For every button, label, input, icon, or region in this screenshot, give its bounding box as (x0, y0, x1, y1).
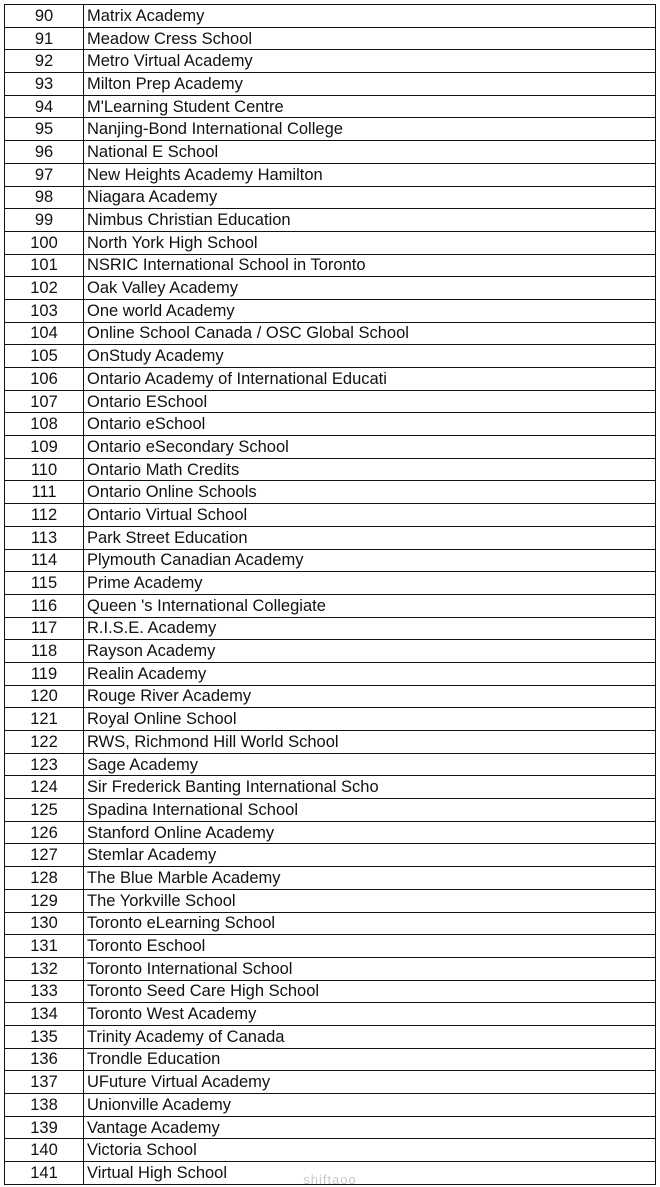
row-number: 123 (5, 753, 84, 776)
row-number: 121 (5, 708, 84, 731)
school-name: Oak Valley Academy (84, 277, 656, 300)
school-name: Ontario Online Schools (84, 481, 656, 504)
row-number: 108 (5, 413, 84, 436)
row-number: 141 (5, 1162, 84, 1185)
row-number: 91 (5, 27, 84, 50)
school-name: Unionville Academy (84, 1094, 656, 1117)
row-number: 96 (5, 141, 84, 164)
row-number: 134 (5, 1003, 84, 1026)
table-row (5, 299, 656, 322)
table-row (5, 799, 656, 822)
school-name: Niagara Academy (84, 186, 656, 209)
school-name: Realin Academy (84, 662, 656, 685)
table-row (5, 1071, 656, 1094)
row-number: 132 (5, 957, 84, 980)
table-row (5, 867, 656, 890)
school-name: Nimbus Christian Education (84, 209, 656, 232)
table-row (5, 504, 656, 527)
table-row (5, 640, 656, 663)
table-row (5, 186, 656, 209)
table-row (5, 231, 656, 254)
row-number: 111 (5, 481, 84, 504)
school-name: NSRIC International School in Toronto (84, 254, 656, 277)
row-number: 131 (5, 935, 84, 958)
table-row (5, 163, 656, 186)
school-name: Ontario Math Credits (84, 458, 656, 481)
school-name: Ontario eSchool (84, 413, 656, 436)
row-number: 130 (5, 912, 84, 935)
school-name: Meadow Cress School (84, 27, 656, 50)
school-name: Sage Academy (84, 753, 656, 776)
row-number: 100 (5, 231, 84, 254)
row-number: 112 (5, 504, 84, 527)
row-number: 137 (5, 1071, 84, 1094)
table-row (5, 436, 656, 459)
school-name: Rouge River Academy (84, 685, 656, 708)
row-number: 107 (5, 390, 84, 413)
table-row (5, 957, 656, 980)
table-row (5, 345, 656, 368)
row-number: 93 (5, 73, 84, 96)
row-number: 115 (5, 572, 84, 595)
school-name: Toronto International School (84, 957, 656, 980)
row-number: 105 (5, 345, 84, 368)
school-name: New Heights Academy Hamilton (84, 163, 656, 186)
school-name: Stemlar Academy (84, 844, 656, 867)
table-row (5, 821, 656, 844)
row-number: 139 (5, 1116, 84, 1139)
school-name: Toronto Eschool (84, 935, 656, 958)
school-name: Ontario ESchool (84, 390, 656, 413)
row-number: 92 (5, 50, 84, 73)
table-row (5, 5, 656, 28)
row-number: 120 (5, 685, 84, 708)
row-number: 125 (5, 799, 84, 822)
school-name: Metro Virtual Academy (84, 50, 656, 73)
school-name: Plymouth Canadian Academy (84, 549, 656, 572)
table-row (5, 935, 656, 958)
row-number: 109 (5, 436, 84, 459)
school-name: Toronto West Academy (84, 1003, 656, 1026)
row-number: 110 (5, 458, 84, 481)
row-number: 94 (5, 95, 84, 118)
school-name: Park Street Education (84, 526, 656, 549)
school-name: Rayson Academy (84, 640, 656, 663)
table-row (5, 209, 656, 232)
row-number: 140 (5, 1139, 84, 1162)
table-row (5, 912, 656, 935)
table-row (5, 390, 656, 413)
school-name: Toronto eLearning School (84, 912, 656, 935)
school-name: Vantage Academy (84, 1116, 656, 1139)
row-number: 119 (5, 662, 84, 685)
school-name: One world Academy (84, 299, 656, 322)
school-name: The Blue Marble Academy (84, 867, 656, 890)
row-number: 104 (5, 322, 84, 345)
school-name: Virtual High School (84, 1162, 656, 1185)
school-name: Sir Frederick Banting International Scho (84, 776, 656, 799)
table-row (5, 1003, 656, 1026)
school-name: The Yorkville School (84, 889, 656, 912)
row-number: 135 (5, 1025, 84, 1048)
table-row (5, 322, 656, 345)
table-row (5, 118, 656, 141)
table-row (5, 594, 656, 617)
table-row (5, 776, 656, 799)
school-name: UFuture Virtual Academy (84, 1071, 656, 1094)
row-number: 116 (5, 594, 84, 617)
school-name: Matrix Academy (84, 5, 656, 28)
table-row (5, 1025, 656, 1048)
row-number: 98 (5, 186, 84, 209)
row-number: 126 (5, 821, 84, 844)
school-name: Prime Academy (84, 572, 656, 595)
row-number: 103 (5, 299, 84, 322)
table-row (5, 1116, 656, 1139)
school-name: Trondle Education (84, 1048, 656, 1071)
table-row (5, 458, 656, 481)
school-name: Queen 's International Collegiate (84, 594, 656, 617)
table-row (5, 662, 656, 685)
row-number: 117 (5, 617, 84, 640)
table-row (5, 95, 656, 118)
row-number: 113 (5, 526, 84, 549)
table-row (5, 277, 656, 300)
row-number: 127 (5, 844, 84, 867)
school-name: Ontario Virtual School (84, 504, 656, 527)
row-number: 133 (5, 980, 84, 1003)
table-row (5, 685, 656, 708)
table-row (5, 27, 656, 50)
table-row (5, 1094, 656, 1117)
row-number: 128 (5, 867, 84, 890)
row-number: 95 (5, 118, 84, 141)
school-name: Nanjing-Bond International College (84, 118, 656, 141)
school-name: National E School (84, 141, 656, 164)
row-number: 101 (5, 254, 84, 277)
table-row (5, 731, 656, 754)
table-row (5, 708, 656, 731)
table-row (5, 1048, 656, 1071)
table-row (5, 1139, 656, 1162)
table-row (5, 753, 656, 776)
row-number: 138 (5, 1094, 84, 1117)
school-name: Stanford Online Academy (84, 821, 656, 844)
table-row (5, 844, 656, 867)
row-number: 118 (5, 640, 84, 663)
school-name: Ontario eSecondary School (84, 436, 656, 459)
row-number: 99 (5, 209, 84, 232)
school-name: Toronto Seed Care High School (84, 980, 656, 1003)
school-name: R.I.S.E. Academy (84, 617, 656, 640)
table-row (5, 141, 656, 164)
table-row (5, 572, 656, 595)
school-name: M'Learning Student Centre (84, 95, 656, 118)
row-number: 97 (5, 163, 84, 186)
school-name: Spadina International School (84, 799, 656, 822)
school-list-table (4, 4, 656, 1185)
row-number: 124 (5, 776, 84, 799)
school-name: Milton Prep Academy (84, 73, 656, 96)
school-name: Trinity Academy of Canada (84, 1025, 656, 1048)
table-row (5, 50, 656, 73)
row-number: 114 (5, 549, 84, 572)
table-row (5, 549, 656, 572)
table-row (5, 368, 656, 391)
row-number: 102 (5, 277, 84, 300)
table-row (5, 980, 656, 1003)
table-row (5, 526, 656, 549)
school-name: Ontario Academy of International Educati (84, 368, 656, 391)
school-name: North York High School (84, 231, 656, 254)
school-name: Victoria School (84, 1139, 656, 1162)
school-name: OnStudy Academy (84, 345, 656, 368)
table-row (5, 889, 656, 912)
table-row (5, 617, 656, 640)
table-body (5, 5, 656, 1185)
row-number: 136 (5, 1048, 84, 1071)
school-name: RWS, Richmond Hill World School (84, 731, 656, 754)
school-name: Royal Online School (84, 708, 656, 731)
school-name: Online School Canada / OSC Global School (84, 322, 656, 345)
row-number: 129 (5, 889, 84, 912)
row-number: 90 (5, 5, 84, 28)
table-row (5, 413, 656, 436)
row-number: 122 (5, 731, 84, 754)
table-row (5, 481, 656, 504)
watermark: shiftaoo (303, 1172, 357, 1187)
table-row (5, 254, 656, 277)
row-number: 106 (5, 368, 84, 391)
table-row (5, 73, 656, 96)
